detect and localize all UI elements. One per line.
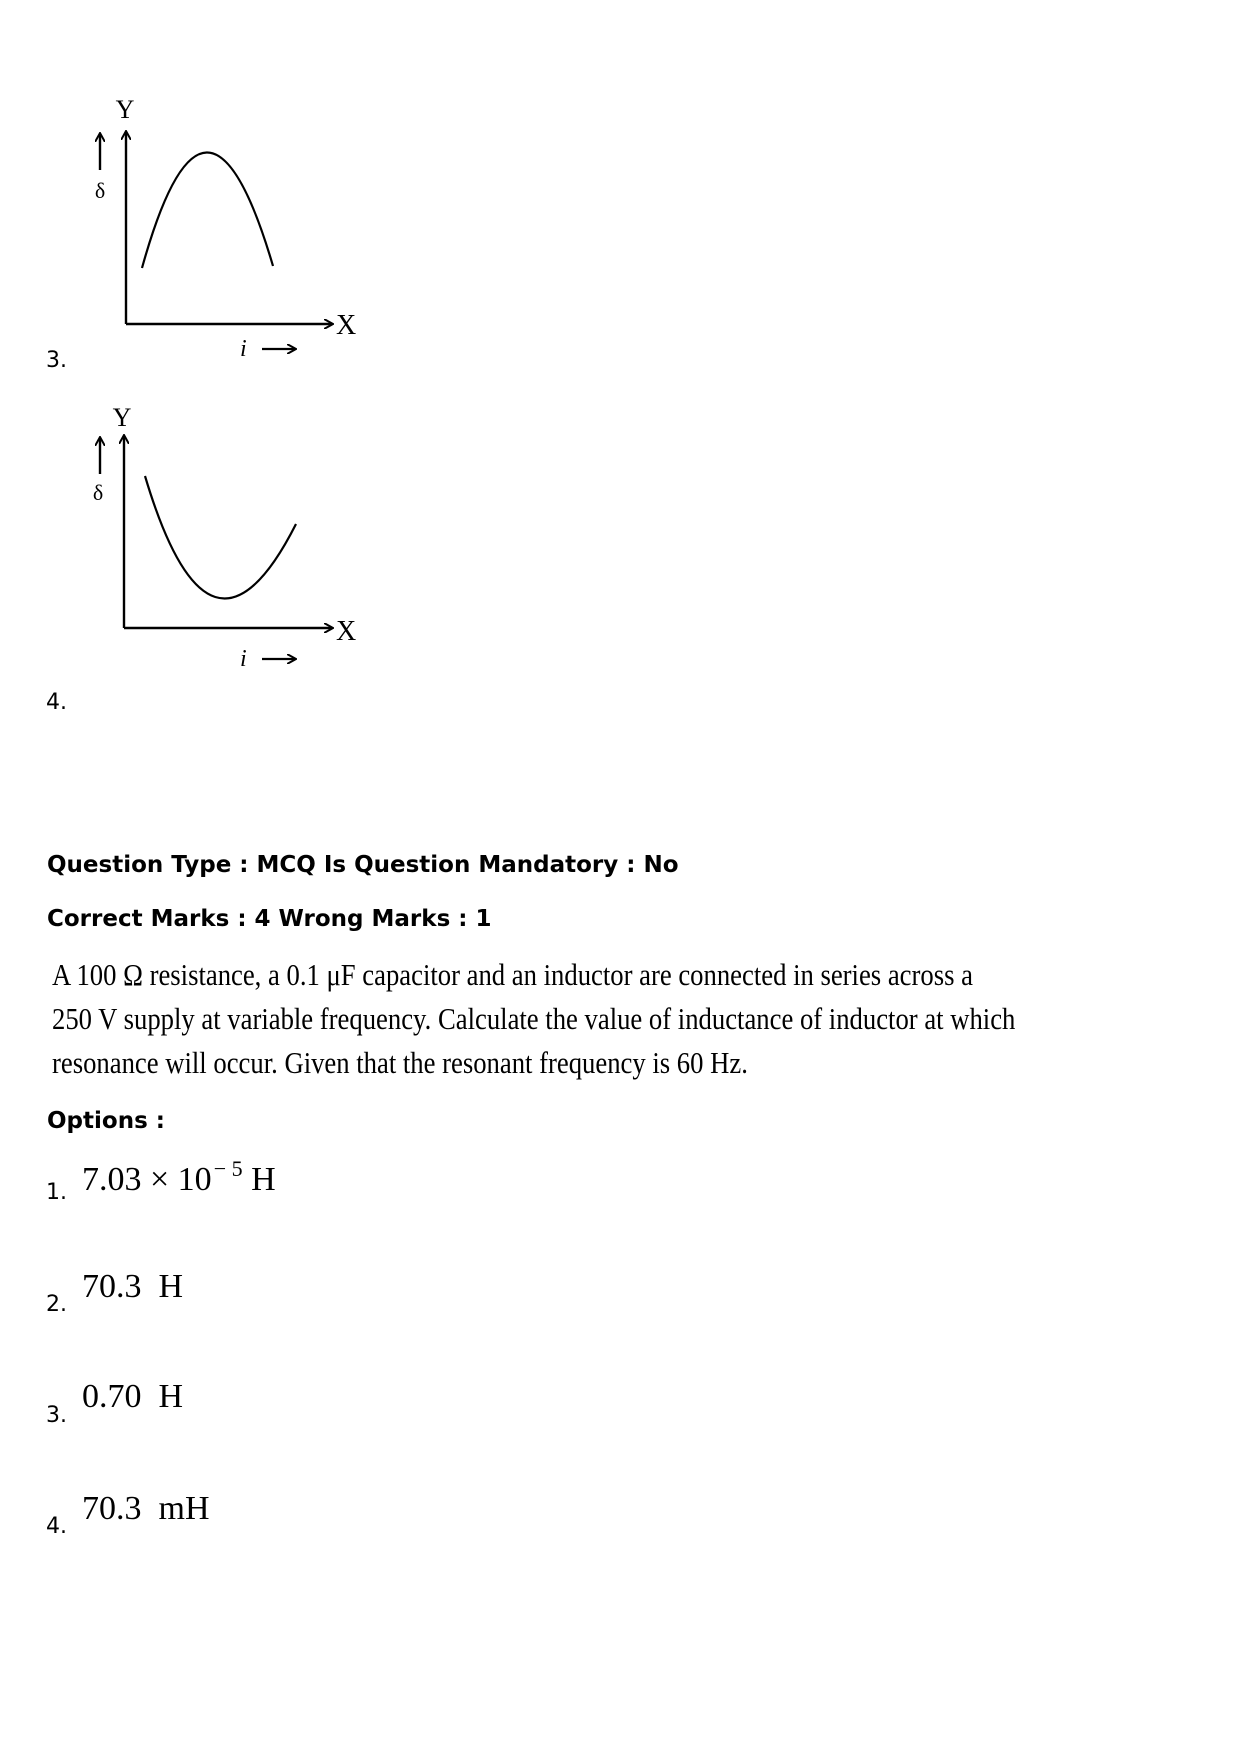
options-label: Options : [47, 1108, 165, 1134]
x-axis-label: X [336, 616, 357, 647]
question-stem-line: 250 V supply at variable frequency. Calculate the value of inductance of inductor at which [52, 1001, 1016, 1036]
x-variable-label: i [240, 336, 247, 362]
x-variable-label: i [240, 646, 247, 672]
option-1-exponent: − 5 [213, 1156, 243, 1181]
upright-parabola-icon [145, 476, 296, 598]
x-axis-label: X [336, 310, 357, 341]
option-number: 4. [46, 1514, 67, 1539]
option-1-unit: H [242, 1161, 276, 1198]
option-number: 3. [46, 1403, 67, 1428]
option-number: 2. [46, 1292, 67, 1317]
option-number: 1. [46, 1180, 67, 1205]
option-3-graph [94, 95, 380, 372]
option-1-mantissa: 7.03 × 10 [82, 1161, 212, 1198]
marks-line: Correct Marks : 4 Wrong Marks : 1 [47, 906, 492, 932]
option-number: 4. [46, 690, 67, 715]
question-stem [52, 953, 1172, 1085]
option-4-graph [92, 403, 380, 678]
option-number: 3. [46, 348, 67, 373]
question-stem-line: A 100 Ω resistance, a 0.1 μF capacitor and an inductor are connected in series across a [52, 957, 973, 992]
y-variable-label: δ [92, 480, 104, 505]
option-1-answer[interactable] [82, 1156, 276, 1199]
option-4-answer[interactable]: 70.3 mH [82, 1490, 210, 1527]
option-2-answer[interactable]: 70.3 H [82, 1268, 184, 1305]
question-stem-line: resonance will occur. Given that the resonant frequency is 60 Hz. [52, 1045, 748, 1080]
y-axis-label: Y [115, 95, 135, 124]
y-variable-label: δ [94, 178, 106, 203]
inverted-parabola-icon [142, 152, 273, 268]
y-axis-label: Y [112, 403, 132, 432]
option-3-answer[interactable]: 0.70 H [82, 1378, 184, 1415]
question-type-line: Question Type : MCQ Is Question Mandatory : No [47, 852, 679, 878]
